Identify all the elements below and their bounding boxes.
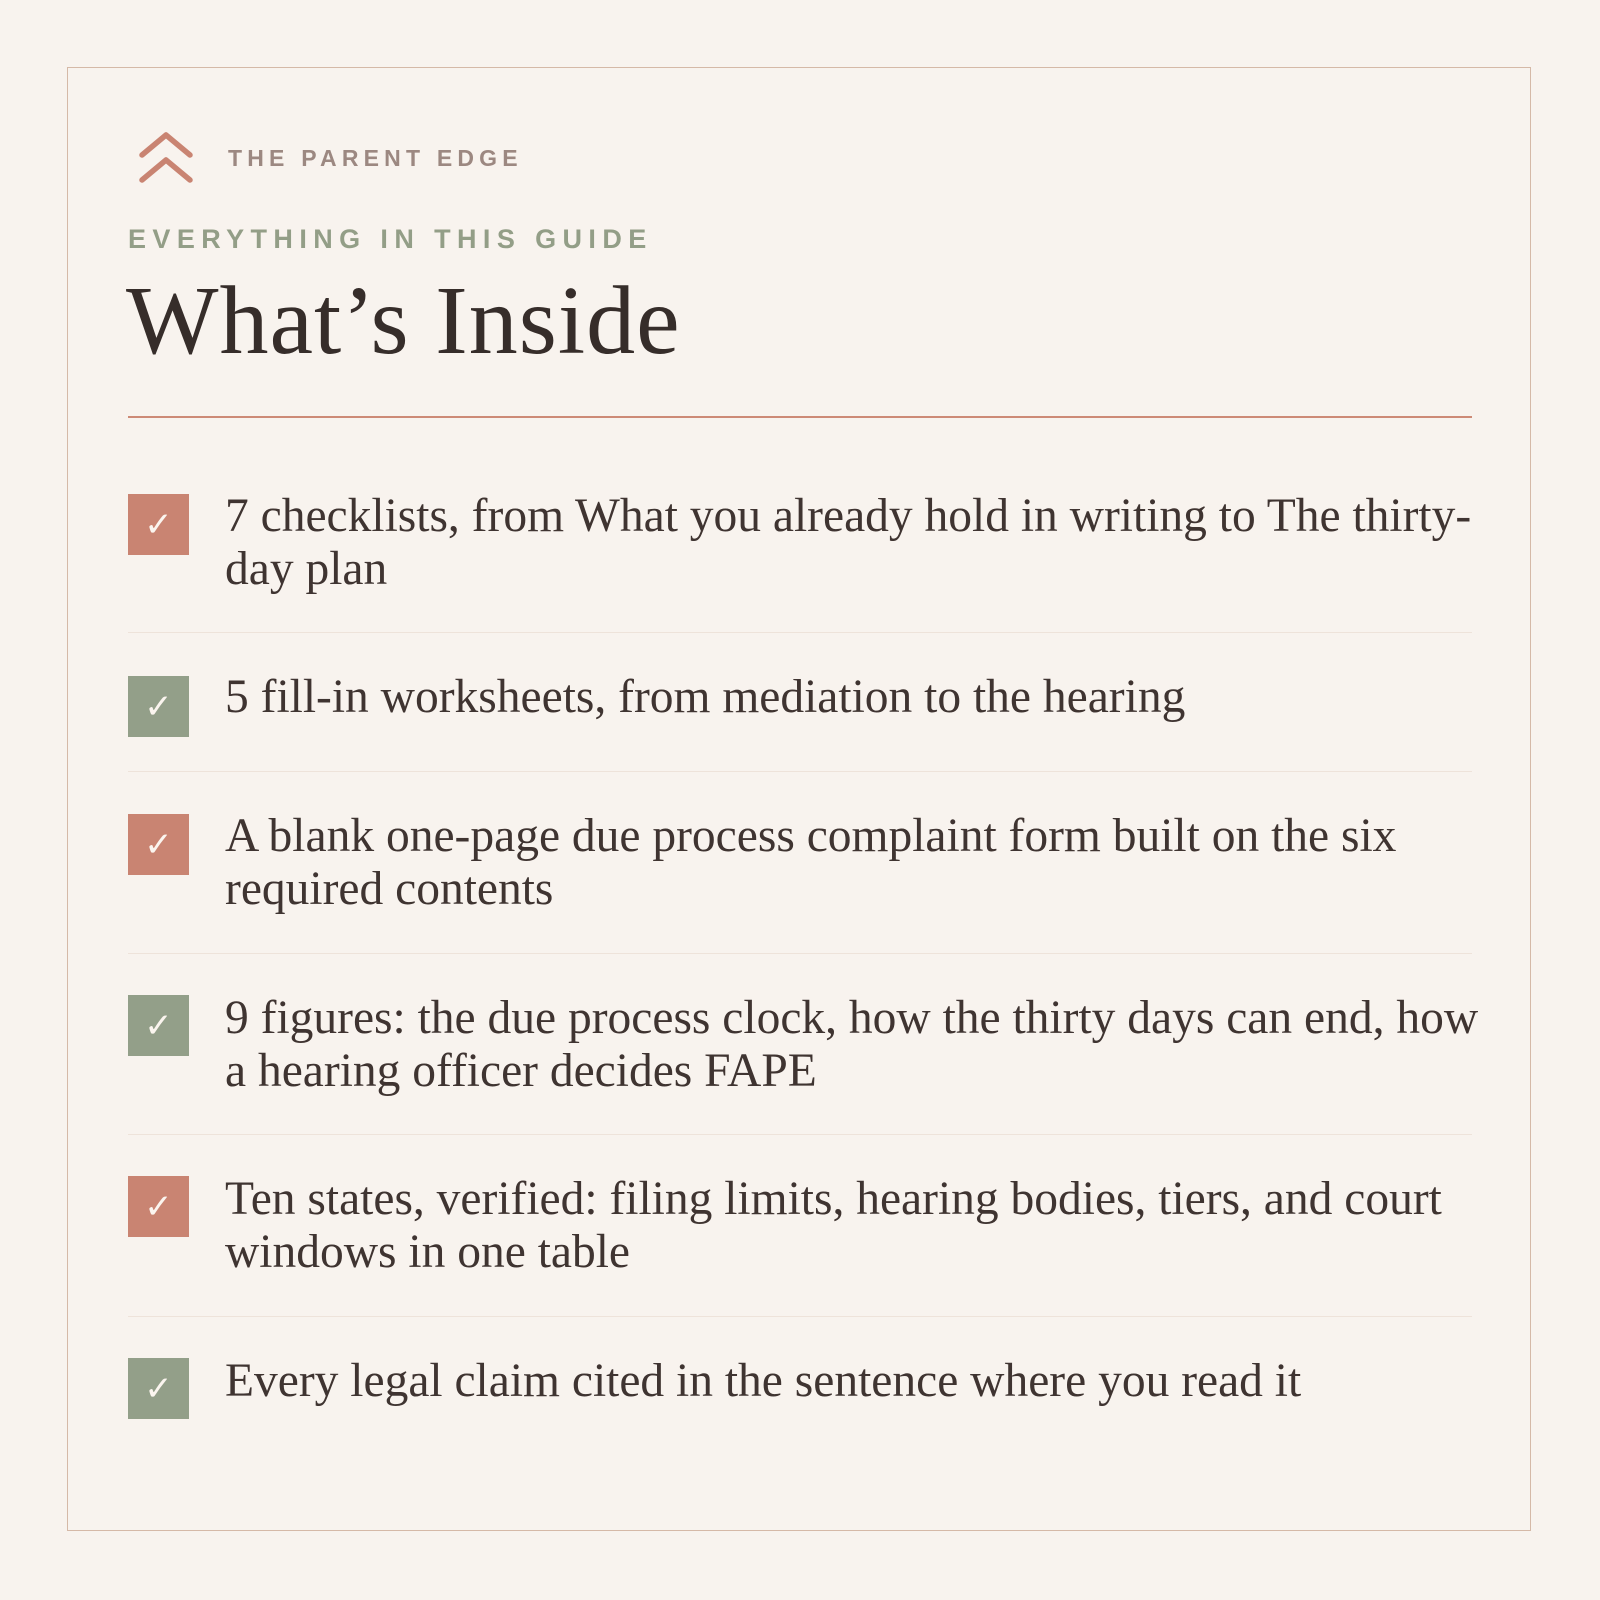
checkbox: [128, 676, 189, 737]
item-divider: [128, 953, 1472, 954]
item-divider: [128, 1316, 1472, 1317]
checkmark-icon: ✓: [144, 1005, 173, 1046]
item-divider: [128, 771, 1472, 772]
checkbox: [128, 1358, 189, 1419]
checklist-item-text: 9 figures: the due process clock, how the thirty days can end, how a hearing officer decides FAPE: [225, 992, 1479, 1097]
checkbox: [128, 494, 189, 555]
checkmark-icon: ✓: [144, 1368, 173, 1409]
checkmark-icon: ✓: [144, 824, 173, 865]
checklist-item-text: 5 fill-in worksheets, from mediation to the hearing: [225, 671, 1186, 723]
checklist-item-text: Every legal claim cited in the sentence where you read it: [225, 1355, 1302, 1407]
checkmark-icon: ✓: [144, 686, 173, 727]
section-eyebrow: EVERYTHING IN THIS GUIDE: [128, 224, 653, 254]
title-rule: [128, 416, 1472, 418]
brand: [138, 130, 523, 186]
brand-name: THE PARENT EDGE: [228, 144, 523, 171]
checkbox: [128, 814, 189, 875]
checkmark-icon: ✓: [144, 1186, 173, 1227]
double-chevron-up-icon: [138, 130, 194, 186]
item-divider: [128, 1134, 1472, 1135]
checkmark-icon: ✓: [144, 504, 173, 545]
page-title: What’s Inside: [126, 267, 681, 375]
checklist-item-text: 7 checklists, from What you already hold in writing to The thirty-day plan: [225, 490, 1472, 595]
checkbox: [128, 1176, 189, 1237]
checklist-item-text: A blank one-page due process complaint form built on the six required contents: [225, 810, 1397, 915]
checklist-item-text: Ten states, verified: filing limits, hearing bodies, tiers, and court windows in one table: [225, 1173, 1442, 1278]
item-divider: [128, 632, 1472, 633]
checkbox: [128, 995, 189, 1056]
